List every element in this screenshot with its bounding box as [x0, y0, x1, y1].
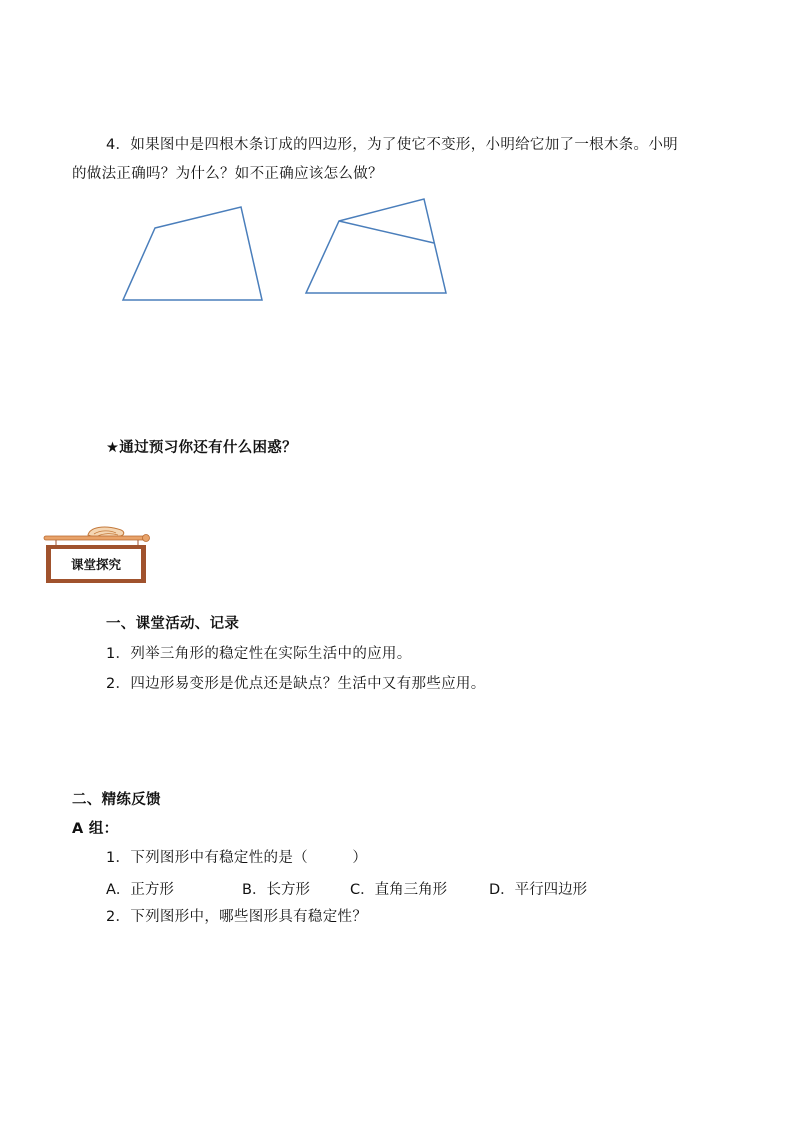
- preview-question: ★通过预习你还有什么困惑？: [106, 440, 297, 456]
- banner-label: 课堂探究: [70, 557, 122, 572]
- question-4-line-2: 的做法正确吗？为什么？如不正确应该怎么做？: [72, 166, 383, 182]
- section-banner: [42, 523, 154, 587]
- quadrilateral-figures: [0, 0, 794, 340]
- quadrilateral-figure: [123, 207, 262, 300]
- question-4-line-1: 4．如果图中是四根木条订成的四边形，为了使它不变形，小明给它加了一根木条。小明: [106, 137, 678, 153]
- exercise-question-1: 1．下列图形中有稳定性的是（ ）: [106, 850, 368, 866]
- option-d: D．平行四边形: [489, 882, 588, 898]
- list-item: 2．四边形易变形是优点还是缺点？生活中又有那些应用。: [106, 676, 486, 692]
- quadrilateral-with-brace-figure: [306, 199, 446, 293]
- group-a-label: A 组：: [72, 821, 119, 837]
- part-2-heading: 二、精练反馈: [72, 792, 161, 808]
- option-b: B．长方形: [242, 882, 310, 898]
- added-wood-strip: [339, 221, 434, 243]
- part-1-heading: 一、课堂活动、记录: [106, 616, 240, 632]
- exercise-question-2: 2．下列图形中，哪些图形具有稳定性？: [106, 909, 368, 925]
- option-a: A．正方形: [106, 882, 174, 898]
- banner-frame: [44, 527, 150, 583]
- list-item: 1．列举三角形的稳定性在实际生活中的应用。: [106, 646, 412, 662]
- option-c: C．直角三角形: [350, 882, 448, 898]
